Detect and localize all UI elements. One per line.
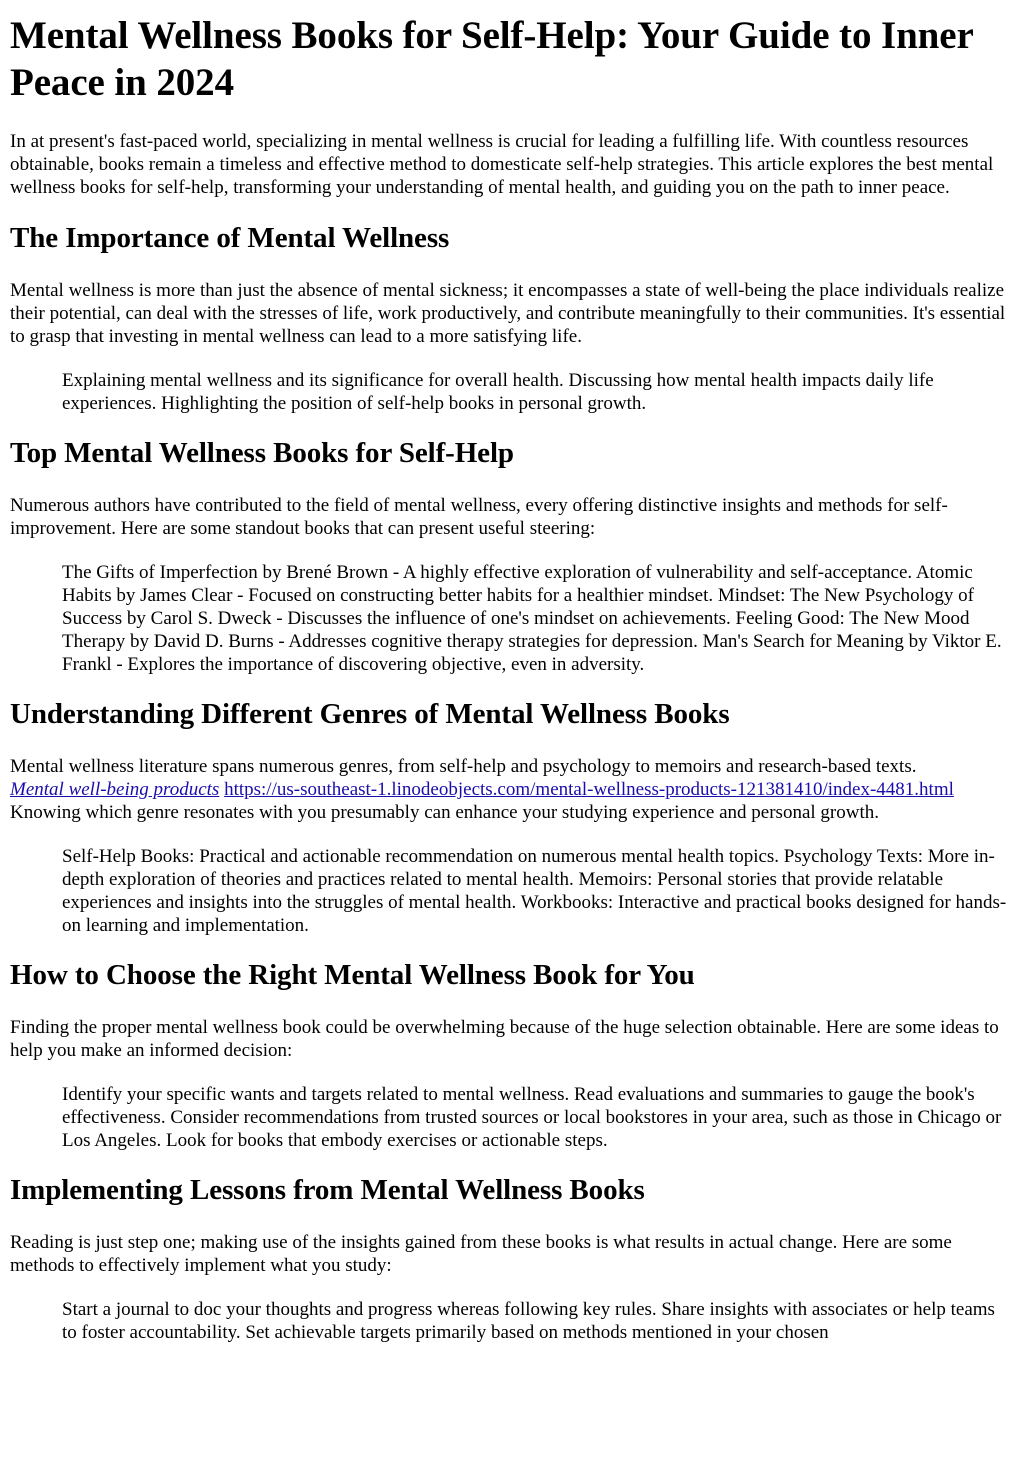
intro-paragraph: In at present's fast-paced world, specializing in mental wellness is crucial for leading a fulfilling life. With countless resources obtainable, books remain a timeless and effective method to domesticate self-help strategies. This article explores the best mental wellness books for self-help, transforming your understanding of mental health, and guiding you on the path to inner peace.	[10, 131, 994, 198]
section-quote-genres: Self-Help Books: Practical and actionable recommendation on numerous mental health topics. Psychology Texts: More in-depth exploration of theories and practices related to mental health. Memoirs: Personal stories that provide relatable experiences and insights into the struggles of mental health. Workbooks: Interactive and practical books designed for hands-on learning and implementation.	[62, 846, 1007, 936]
section-heading-implement: Implementing Lessons from Mental Wellness Books	[10, 1174, 645, 1206]
section-heading-top-books: Top Mental Wellness Books for Self-Help	[10, 437, 514, 469]
genres-text-before: Mental wellness literature spans numerous genres, from self-help and psychology to memoirs and research-based texts.	[10, 756, 917, 777]
section-paragraph-implement: Reading is just step one; making use of the insights gained from these books is what results in actual change. Here are some methods to effectively implement what you study:	[10, 1232, 952, 1276]
section-quote-importance: Explaining mental wellness and its significance for overall health. Discussing how mental health impacts daily life experiences. Highlighting the position of self-help books in personal growth.	[62, 370, 934, 414]
mental-wellbeing-products-link[interactable]: Mental well-being products	[10, 779, 220, 800]
article	[0, 12, 1024, 1344]
section-heading-importance: The Importance of Mental Wellness	[10, 222, 450, 254]
section-quote-implement: Start a journal to doc your thoughts and progress whereas following key rules. Share insights with associates or help teams to foster accountability. Set achievable targets primarily based on methods mentioned in your chosen	[62, 1299, 995, 1343]
products-url-link[interactable]: https://us-southeast-1.linodeobjects.com/mental-wellness-products-121381410/index-4481.html	[224, 779, 954, 800]
page-title: Mental Wellness Books for Self-Help: Your Guide to Inner Peace in 2024	[10, 14, 973, 104]
section-heading-genres: Understanding Different Genres of Mental Wellness Books	[10, 698, 730, 730]
genres-text-after: Knowing which genre resonates with you presumably can enhance your studying experience and personal growth.	[10, 802, 879, 823]
section-quote-choose: Identify your specific wants and targets related to mental wellness. Read evaluations and summaries to gauge the book's effectiveness. Consider recommendations from trusted sources or local bookstores in your area, such as those in Chicago or Los Angeles. Look for books that embody exercises or actionable steps.	[62, 1084, 1002, 1151]
section-quote-top-books: The Gifts of Imperfection by Brené Brown - A highly effective exploration of vulnerability and self-acceptance. Atomic Habits by James Clear - Focused on constructing better habits for a healthier mindset. Mindset: The New Psychology of Success by Carol S. Dweck - Discusses the influence of one's mindset on achievements. Feeling Good: The New Mood Therapy by David D. Burns - Addresses cognitive therapy strategies for depression. Man's Search for Meaning by Viktor E. Frankl - Explores the importance of discovering objective, even in adversity.	[62, 562, 1002, 675]
section-paragraph-genres	[10, 755, 1014, 824]
section-heading-choose: How to Choose the Right Mental Wellness Book for You	[10, 959, 695, 991]
section-paragraph-top-books: Numerous authors have contributed to the field of mental wellness, every offering distinctive insights and methods for self-improvement. Here are some standout books that can present useful steering:	[10, 495, 948, 539]
section-paragraph-importance: Mental wellness is more than just the absence of mental sickness; it encompasses a state of well-being the place individuals realize their potential, can deal with the stresses of life, work productively, and contribute meaningfully to their communities. It's essential to grasp that investing in mental wellness can lead to a more satisfying life.	[10, 280, 1006, 347]
section-paragraph-choose: Finding the proper mental wellness book could be overwhelming because of the huge selection obtainable. Here are some ideas to help you make an informed decision:	[10, 1017, 999, 1061]
